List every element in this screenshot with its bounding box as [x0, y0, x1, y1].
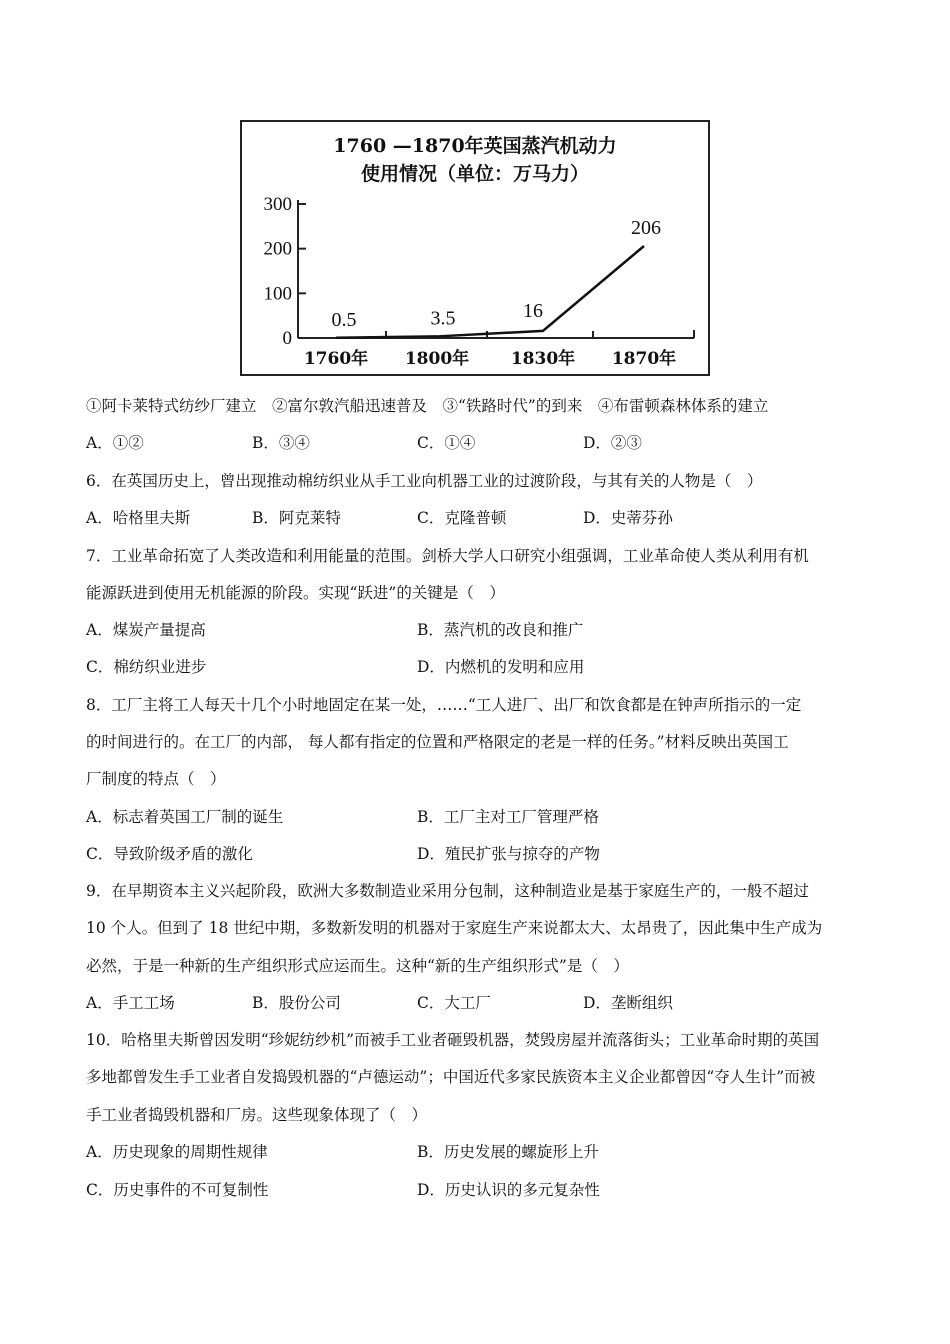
q10-option-a[interactable]: A．历史现象的周期性规律: [86, 1143, 268, 1161]
steam-power-chart: [240, 120, 710, 376]
q9-option-d[interactable]: D．垄断组织: [583, 994, 673, 1012]
chart-title-line-2: 使用情况（单位：万马力）: [360, 163, 590, 185]
chart-series: [336, 246, 644, 338]
q10-option-c[interactable]: C．历史事件的不可复制性: [86, 1181, 269, 1199]
q9-option-c[interactable]: C．大工厂: [417, 994, 491, 1012]
q9-stem-line-2: 10 个人。但到了 18 世纪中期，多数新发明的机器对于家庭生产来说都太大、太昂贵了，因此集中生产成为: [86, 919, 823, 937]
chart-data-label: 3.5: [430, 307, 456, 330]
chart-svg: [242, 122, 708, 374]
q6-option-b[interactable]: B．阿克莱特: [252, 509, 341, 527]
q6-option-a[interactable]: A．哈格里夫斯: [86, 509, 191, 527]
q5-option-c[interactable]: C．①④: [417, 434, 476, 452]
chart-series-line: [336, 246, 644, 338]
q7-stem-line-2: 能源跃进到使用无机能源的阶段。实现“跃进”的关键是（ ）: [86, 584, 505, 602]
q8-stem-line-3: 厂制度的特点（ ）: [86, 770, 226, 788]
q7-option-b[interactable]: B．蒸汽机的改良和推广: [417, 621, 584, 639]
q8-option-c[interactable]: C．导致阶级矛盾的激化: [86, 845, 253, 863]
q10-stem-line-2: 多地都曾发生手工业者自发捣毁机器的“卢德运动”；中国近代多家民族资本主义企业都曾因“夺人生计”而被: [86, 1068, 816, 1086]
q8-option-d[interactable]: D．殖民扩张与掠夺的产物: [417, 845, 600, 863]
q6-option-c[interactable]: C．克隆普顿: [417, 509, 507, 527]
q10-option-d[interactable]: D．历史认识的多元复杂性: [417, 1181, 600, 1199]
chart-x-tick-label: 1800年: [404, 349, 470, 369]
chart-y-tick-label: 100: [263, 283, 292, 305]
chart-data-label: 16: [523, 299, 543, 322]
chart-x-tick-label: 1760年: [303, 349, 369, 369]
q10-option-b[interactable]: B．历史发展的螺旋形上升: [417, 1143, 599, 1161]
q9-option-a[interactable]: A．手工工场: [86, 994, 175, 1012]
q9-stem-line-3: 必然，于是一种新的生产组织形式应运而生。这种“新的生产组织形式”是（ ）: [86, 957, 629, 975]
chart-x-tick-label: 1870年: [611, 349, 677, 369]
chart-x-tick-label: 1830年: [510, 349, 576, 369]
q8-option-a[interactable]: A．标志着英国工厂制的诞生: [86, 808, 284, 826]
q6-stem: 6．在英国历史上，曾出现推动棉纺织业从手工业向机器工业的过渡阶段，与其有关的人物是（ ）: [86, 472, 763, 490]
chart-data-label: 206: [631, 216, 661, 239]
q8-stem-line-2: 的时间进行的。在工厂的内部， 每人都有指定的位置和严格限定的老是一样的任务。”材料反映出英国工: [86, 733, 789, 751]
chart-y-tick-label: 0: [282, 328, 292, 349]
q10-stem-line-1: 10．哈格里夫斯曾因发明“珍妮纺纱机”而被手工业者砸毁机器，焚毁房屋并流落街头；工业革命时期的英国: [86, 1031, 820, 1049]
chart-y-ticks: [264, 194, 307, 349]
q5-option-d[interactable]: D．②③: [583, 434, 642, 452]
q5-option-b[interactable]: B．③④: [252, 434, 310, 452]
q5-items: ①阿卡莱特式纺纱厂建立 ②富尔敦汽船迅速普及 ③“铁路时代”的到来 ④布雷顿森林体系的建立: [86, 397, 769, 415]
q7-option-a[interactable]: A．煤炭产量提高: [86, 621, 206, 639]
chart-y-tick-label: 200: [263, 238, 292, 260]
q5-option-a[interactable]: A．①②: [86, 434, 144, 452]
q10-stem-line-3: 手工业者捣毁机器和厂房。这些现象体现了（ ）: [86, 1106, 428, 1124]
q9-stem-line-1: 9．在早期资本主义兴起阶段，欧洲大多数制造业采用分包制，这种制造业是基于家庭生产的，一般不超过: [86, 882, 809, 900]
q7-option-c[interactable]: C．棉纺织业进步: [86, 658, 207, 676]
q7-option-d[interactable]: D．内燃机的发明和应用: [417, 658, 585, 676]
chart-title-line-1: 1760 —1870年英国蒸汽机动力: [333, 135, 617, 157]
q7-stem-line-1: 7．工业革命拓宽了人类改造和利用能量的范围。剑桥大学人口研究小组强调，工业革命使人类从利用有机: [86, 547, 809, 565]
chart-data-label: 0.5: [331, 308, 357, 331]
q6-option-d[interactable]: D．史蒂芬孙: [583, 509, 673, 527]
q9-option-b[interactable]: B．股份公司: [252, 994, 341, 1012]
chart-y-tick-label: 300: [263, 194, 292, 215]
q8-stem-line-1: 8．工厂主将工人每天十几个小时地固定在某一处，……“工人进厂、出厂和饮食都是在钟声所指示的一定: [86, 696, 802, 714]
q8-option-b[interactable]: B．工厂主对工厂管理严格: [417, 808, 599, 826]
